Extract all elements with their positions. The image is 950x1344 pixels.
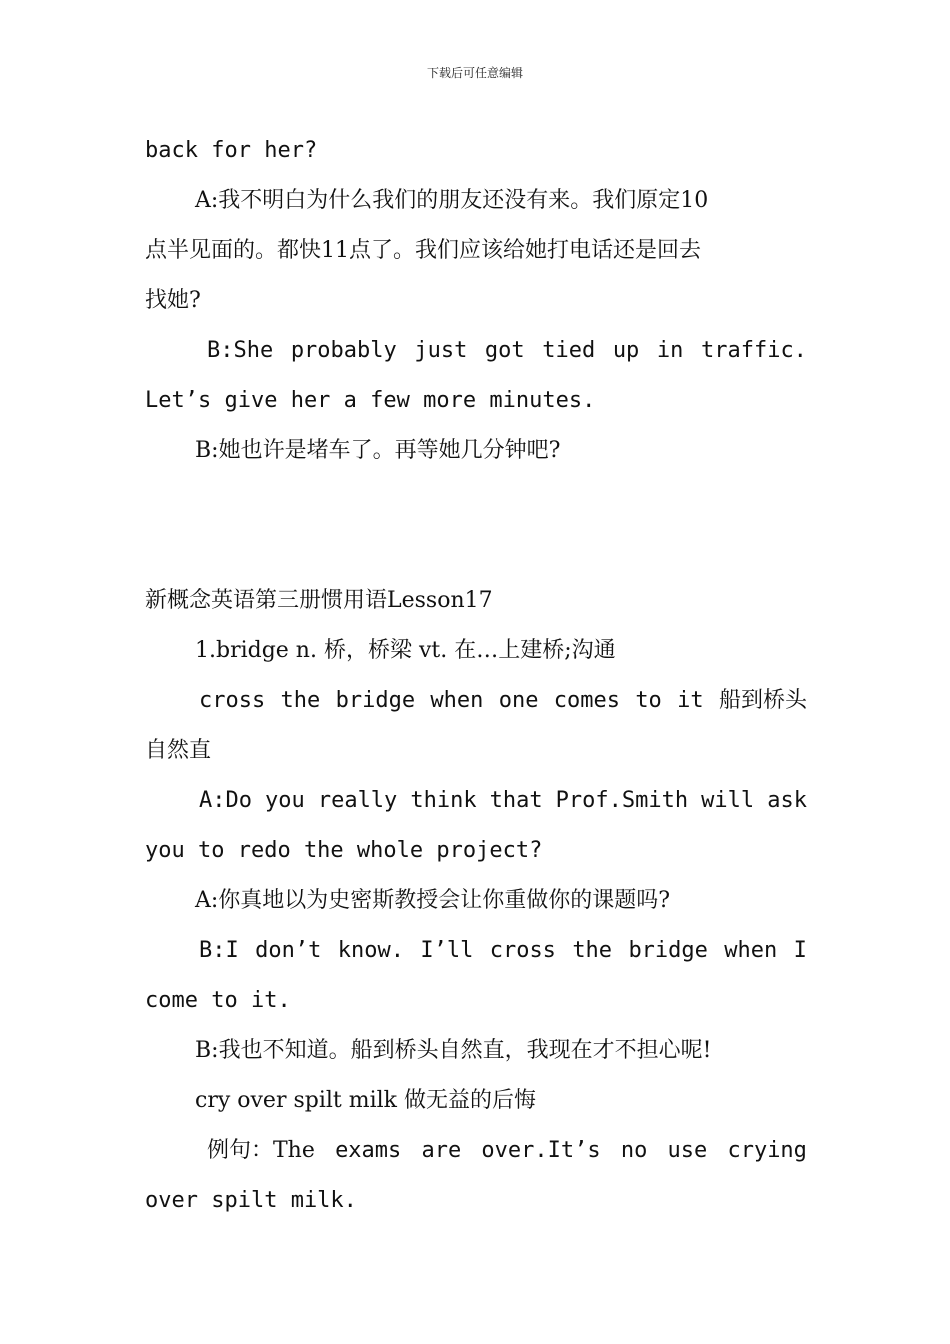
word: don’t <box>255 938 322 963</box>
text-line: B:我也不知道。船到桥头自然直，我现在才不担心呢! <box>195 1038 712 1063</box>
text-line: B:她也许是堵车了。再等她几分钟吧? <box>195 438 561 463</box>
text-line: 自然直 <box>145 738 212 763</box>
word: the <box>572 938 613 963</box>
word: when <box>430 688 484 713</box>
word: just <box>414 338 468 363</box>
word: know. <box>337 938 404 963</box>
word: it <box>677 688 704 713</box>
text-line: 点半见面的。都快11点了。我们应该给她打电话还是回去 <box>145 238 701 263</box>
word: that <box>489 788 543 813</box>
word: got <box>484 338 525 363</box>
page-header-watermark: 下载后可任意编辑 <box>426 66 523 80</box>
word: will <box>701 788 755 813</box>
text-line: A:你真地以为史密斯教授会让你重做你的课题吗? <box>195 888 671 913</box>
word: Prof.Smith <box>555 788 689 813</box>
text-line-justified <box>145 676 807 726</box>
word: cross <box>489 938 556 963</box>
word: tied <box>542 338 596 363</box>
text-line: over spilt milk. <box>145 1188 357 1213</box>
text-line-justified <box>145 926 807 976</box>
section-heading: 新概念英语第三册惯用语Lesson17 <box>145 588 493 613</box>
word: when <box>724 938 778 963</box>
word: bridge <box>335 688 416 713</box>
word: exams <box>335 1138 402 1163</box>
word: no <box>620 1138 648 1163</box>
word: up <box>612 338 640 363</box>
text-line: 找她? <box>145 288 201 313</box>
word: B:I <box>199 938 239 963</box>
paragraph-gap <box>145 476 807 576</box>
word: really <box>317 788 398 813</box>
word: B:She <box>207 338 274 363</box>
word: one <box>498 688 539 713</box>
word: to <box>635 688 662 713</box>
document-body <box>145 126 807 1226</box>
text-line: Let’s give her a few more minutes. <box>145 388 596 413</box>
word: you <box>265 788 305 813</box>
word: are <box>421 1138 462 1163</box>
text-line: back for her? <box>145 138 318 163</box>
word: use <box>667 1138 708 1163</box>
text-line: A:我不明白为什么我们的朋友还没有来。我们原定10 <box>195 188 709 213</box>
text-line-justified <box>145 326 807 376</box>
text-line: cry over spilt milk 做无益的后悔 <box>195 1088 537 1113</box>
text-line: you to redo the whole project? <box>145 838 543 863</box>
word: 船到桥头 <box>718 688 807 713</box>
word: crying <box>727 1138 807 1163</box>
word: traffic. <box>700 338 807 363</box>
word: in <box>656 338 684 363</box>
word: comes <box>553 688 620 713</box>
word: ask <box>767 788 807 813</box>
text-line: 1.bridge n. 桥，桥梁 vt. 在…上建桥;沟通 <box>195 638 616 663</box>
word: cross <box>199 688 266 713</box>
word: A:Do <box>199 788 252 813</box>
word: think <box>410 788 477 813</box>
word: I <box>793 938 807 963</box>
text-line-justified <box>145 1126 807 1176</box>
text-line-justified <box>145 776 807 826</box>
word: I’ll <box>420 938 474 963</box>
word: 例句：The <box>207 1138 315 1163</box>
word: probably <box>290 338 397 363</box>
word: over.It’s <box>481 1138 601 1163</box>
text-line: come to it. <box>145 988 291 1013</box>
word: the <box>280 688 321 713</box>
word: bridge <box>628 938 708 963</box>
